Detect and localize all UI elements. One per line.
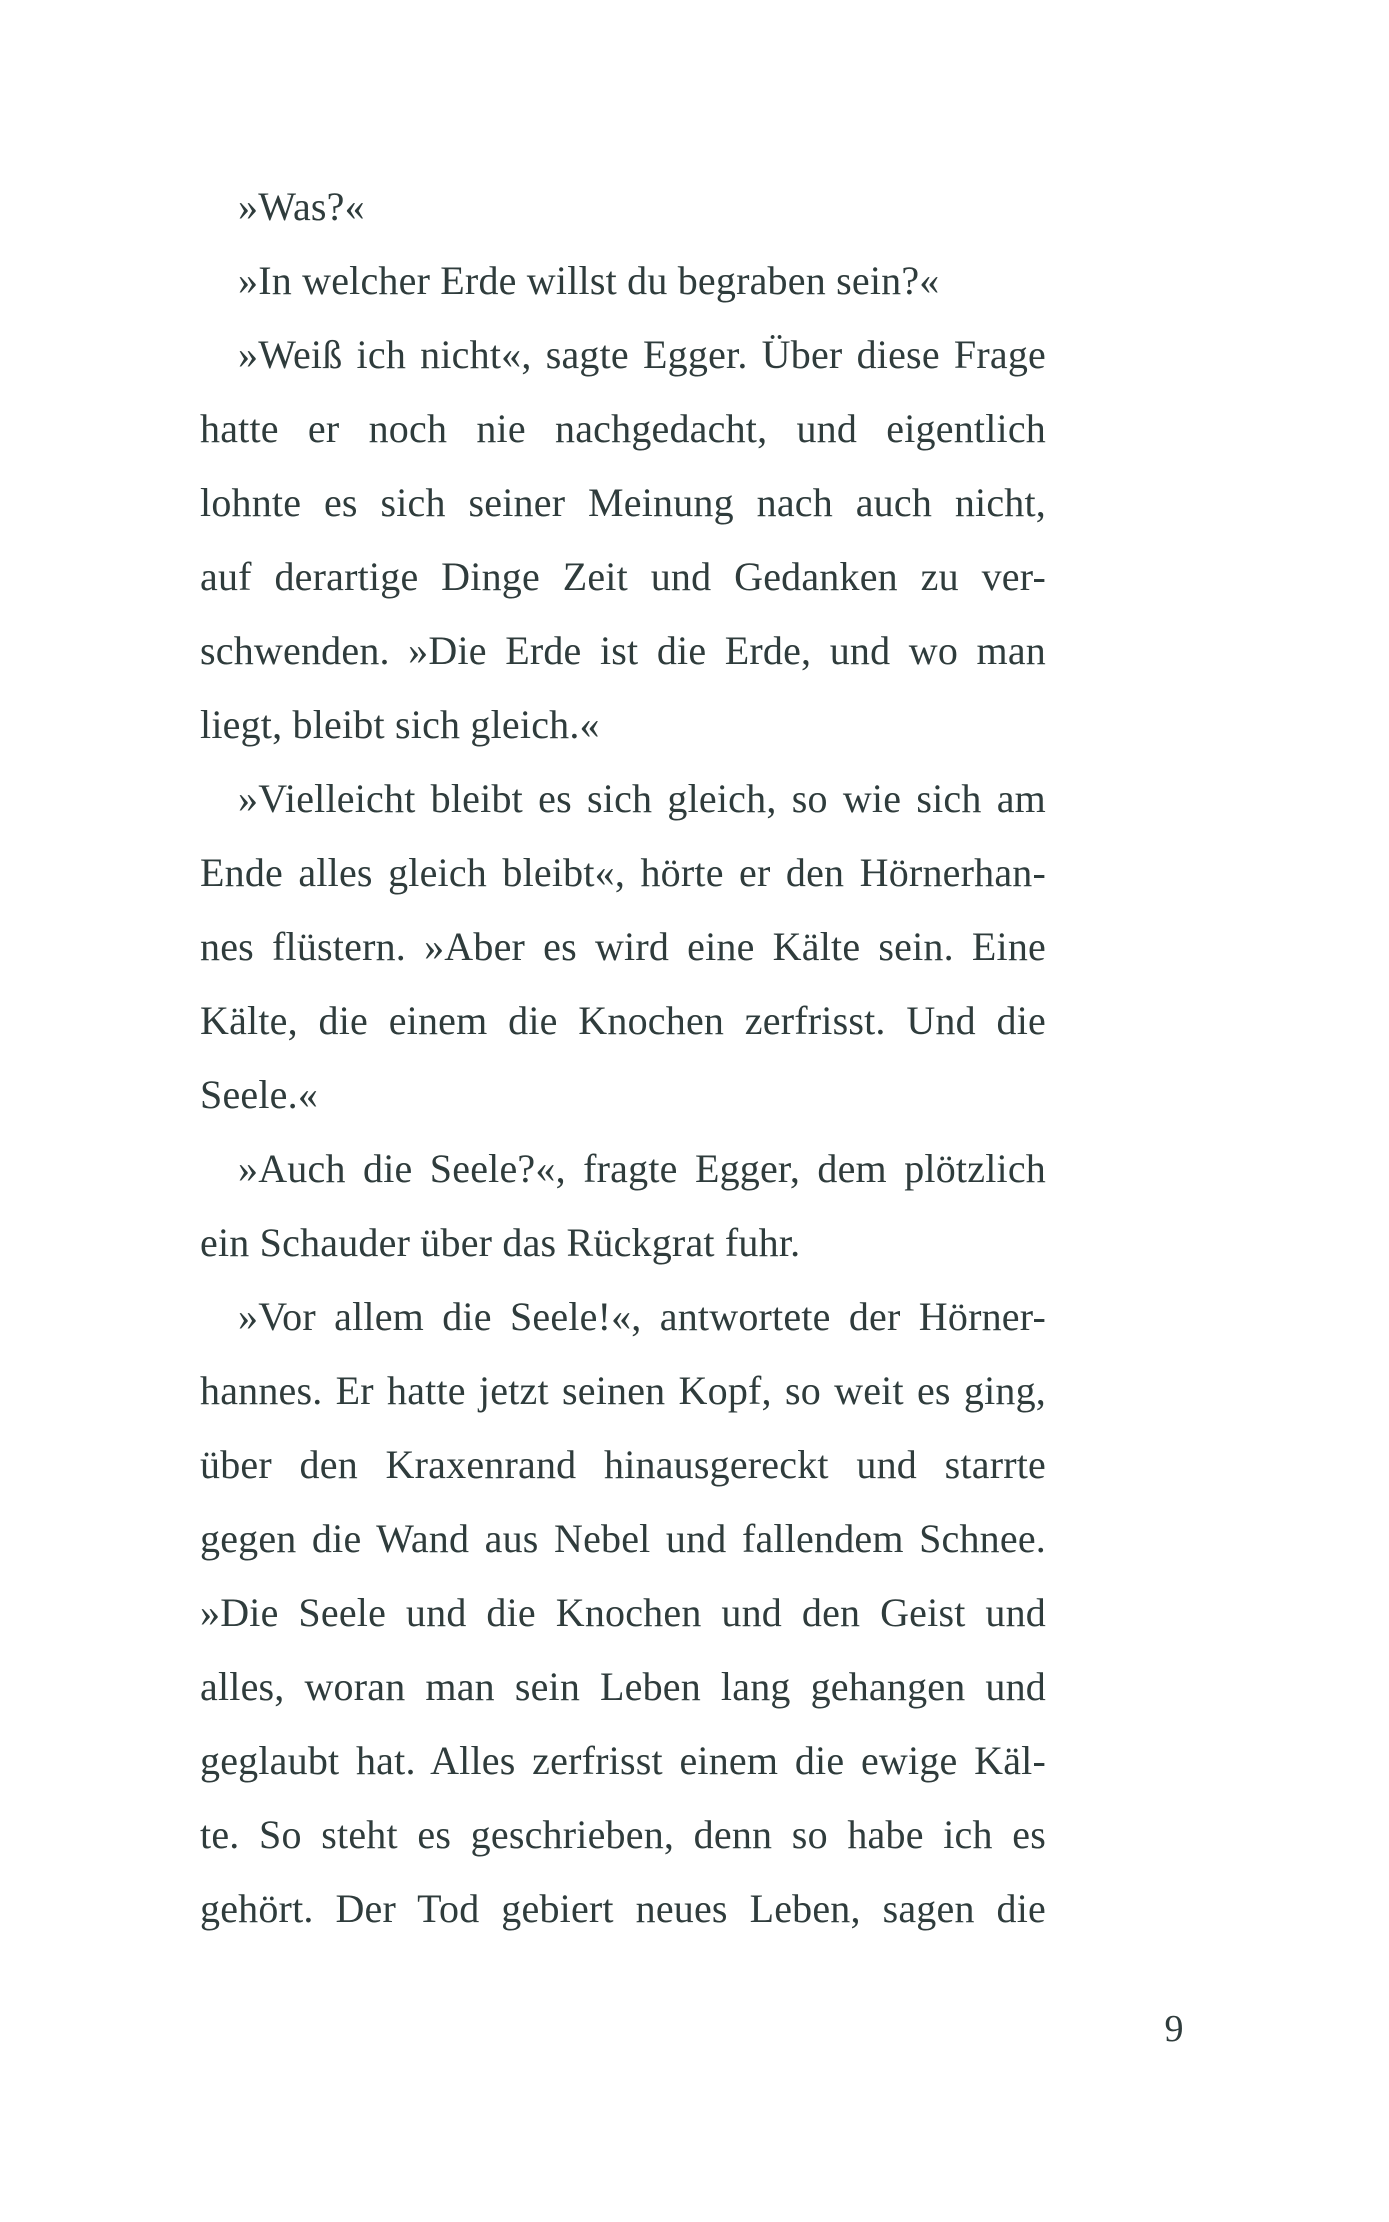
text-line: alles, woran man sein Leben lang gehangen und xyxy=(200,1664,1046,1709)
text-line: te. So steht es geschrieben, denn so habe ich es xyxy=(200,1812,1046,1857)
text-line: schwenden. »Die Erde ist die Erde, und wo man xyxy=(200,628,1046,673)
text-line: nes flüstern. »Aber es wird eine Kälte sein. Eine xyxy=(200,924,1046,969)
text-line: »In welcher Erde willst du begraben sein?« xyxy=(238,258,940,303)
text-line: gehört. Der Tod gebiert neues Leben, sagen die xyxy=(200,1886,1046,1931)
text-line: »Die Seele und die Knochen und den Geist und xyxy=(200,1590,1046,1635)
page-number: 9 xyxy=(1164,2008,1184,2050)
text-line: geglaubt hat. Alles zerfrisst einem die ewige Käl- xyxy=(200,1738,1046,1783)
text-line: Seele.« xyxy=(200,1072,319,1117)
text-line: auf derartige Dinge Zeit und Gedanken zu ver- xyxy=(200,554,1046,599)
text-line: Kälte, die einem die Knochen zerfrisst. Und die xyxy=(200,998,1046,1043)
text-line: hatte er noch nie nachgedacht, und eigentlich xyxy=(200,406,1046,451)
text-line: gegen die Wand aus Nebel und fallendem Schnee. xyxy=(200,1516,1046,1561)
text-line: »Was?« xyxy=(238,184,365,229)
text-line: hannes. Er hatte jetzt seinen Kopf, so weit es ging, xyxy=(200,1368,1046,1413)
body-text xyxy=(200,170,1046,1946)
text-line: »Vor allem die Seele!«, antwortete der Hörner- xyxy=(238,1294,1046,1339)
text-line: »Auch die Seele?«, fragte Egger, dem plötzlich xyxy=(238,1146,1046,1191)
text-line: »Vielleicht bleibt es sich gleich, so wie sich am xyxy=(238,776,1046,821)
text-line: ein Schauder über das Rückgrat fuhr. xyxy=(200,1220,801,1265)
text-line: über den Kraxenrand hinausgereckt und starrte xyxy=(200,1442,1046,1487)
text-line: lohnte es sich seiner Meinung nach auch nicht, xyxy=(200,480,1046,525)
text-line: »Weiß ich nicht«, sagte Egger. Über diese Frage xyxy=(238,332,1046,377)
text-line: liegt, bleibt sich gleich.« xyxy=(200,702,600,747)
text-line: Ende alles gleich bleibt«, hörte er den Hörnerhan- xyxy=(200,850,1046,895)
